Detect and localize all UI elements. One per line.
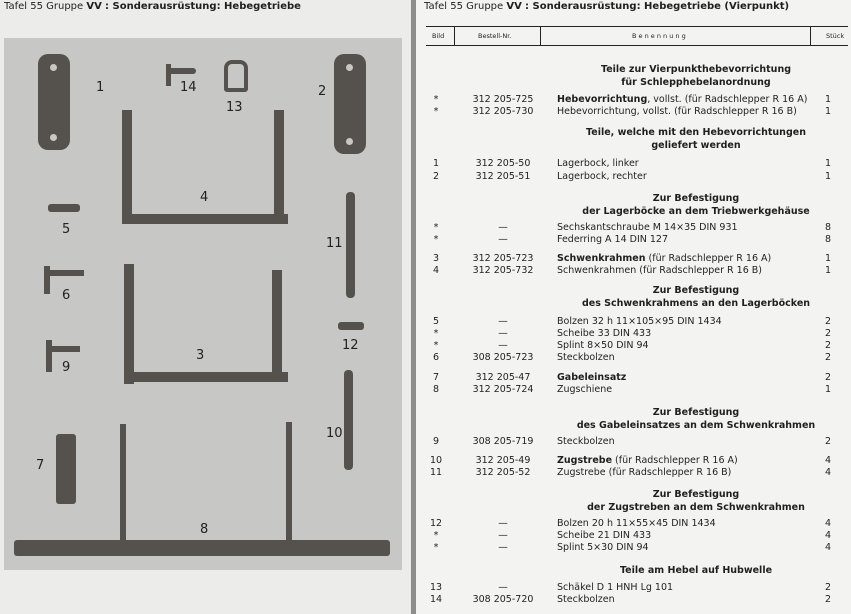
table-row: * 312 205-725 Hebevorrichtung, vollst. (für Radschlepper R 16 A) 1	[433, 94, 832, 105]
section-heading: für Schlepphebelanordnung	[621, 77, 771, 88]
part-9-pin-shaft	[46, 346, 80, 352]
table-row: * — Splint 5×30 DIN 94 4	[433, 542, 832, 553]
section-heading: Teile, welche mit den Hebevorrichtungen	[586, 127, 806, 138]
table-row: * 312 205-730 Hebevorrichtung, vollst. (für Radschlepper R 16 B) 1	[433, 106, 832, 117]
table-row: 13 — Schäkel D 1 HNH Lg 101 2	[429, 582, 832, 593]
table-header	[426, 26, 848, 46]
table-row: 3 312 205-723 Schwenkrahmen (für Radschlepper R 16 A) 1	[432, 253, 832, 264]
table-row: 14 308 205-720 Steckbolzen 2	[429, 594, 832, 605]
table-row: * — Scheibe 33 DIN 433 2	[433, 328, 832, 339]
table-row: * — Splint 8×50 DIN 94 2	[433, 340, 832, 351]
part-3-frame-right	[272, 270, 282, 382]
parts-photo	[4, 38, 402, 570]
section-heading: des Gabeleinsatzes an dem Schwenkrahmen	[576, 420, 816, 431]
part-4-frame-left	[122, 110, 132, 224]
part-11-strut	[346, 192, 355, 298]
col-bild: Bild	[432, 32, 445, 40]
section-heading: des Schwenkrahmens an den Lagerböcken	[581, 298, 811, 309]
left-page-header	[4, 1, 301, 12]
part-2-hole	[346, 64, 353, 71]
part-6-pin-shaft	[44, 270, 84, 276]
right-header-prefix: Tafel 55 Gruppe	[424, 1, 504, 12]
section-heading: geliefert werden	[651, 140, 741, 151]
callout-label: 3	[196, 348, 205, 363]
left-header-title: : Sonderausrüstung: Hebegetriebe	[105, 1, 301, 12]
callout-label: 6	[62, 288, 71, 303]
table-row: 1 312 205-50 Lagerbock, linker 1	[432, 158, 832, 169]
callout-label: 11	[326, 236, 343, 251]
col-bestell-nr: Bestell-Nr.	[478, 32, 512, 40]
callout-label: 2	[318, 84, 327, 99]
callout-label: 14	[180, 80, 197, 95]
section-heading: Zur Befestigung	[652, 285, 740, 296]
part-9-pin	[46, 340, 52, 372]
col-stueck: Stück	[826, 32, 845, 40]
table-row: 10 312 205-49 Zugstrebe (für Radschlepper R 16 A) 4	[429, 455, 832, 466]
part-10-strut	[344, 370, 353, 470]
right-page	[416, 0, 851, 614]
part-8-rod-right	[286, 422, 292, 544]
part-1-hole	[50, 64, 57, 71]
table-row: 5 — Bolzen 32 h 11×105×95 DIN 1434 2	[432, 316, 832, 327]
table-row: 9 308 205-719 Steckbolzen 2	[432, 436, 832, 447]
part-13-shackle	[224, 60, 248, 92]
table-row: 2 312 205-51 Lagerbock, rechter 1	[432, 171, 832, 182]
table-row: 8 312 205-724 Zugschiene 1	[432, 384, 832, 395]
table-row: * — Federring A 14 DIN 127 8	[433, 234, 832, 245]
part-4-frame-bar	[122, 214, 288, 224]
table-row: 11 312 205-52 Zugstrebe (für Radschlepper R 16 B) 4	[429, 467, 832, 478]
section-heading: Zur Befestigung	[652, 193, 740, 204]
table-row: 4 312 205-732 Schwenkrahmen (für Radschlepper R 16 B) 1	[432, 265, 832, 276]
part-14-pin-head	[166, 64, 171, 86]
table-row: * — Scheibe 21 DIN 433 4	[433, 530, 832, 541]
callout-label: 7	[36, 458, 45, 473]
col-benennung: B e n e n n u n g	[632, 32, 686, 40]
table-row: * — Sechskantschraube M 14×35 DIN 931 8	[433, 222, 832, 233]
section-heading: Teile zur Vierpunkthebevorrichtung	[600, 64, 792, 75]
left-header-group: VV	[86, 1, 102, 12]
table-row: 12 — Bolzen 20 h 11×55×45 DIN 1434 4	[429, 518, 832, 529]
part-8-rod-left	[120, 424, 126, 544]
left-header-prefix: Tafel 55 Gruppe	[4, 1, 84, 12]
right-header-group: VV	[506, 1, 522, 12]
callout-label: 12	[342, 338, 359, 353]
section-heading: der Lagerböcke an dem Triebwerkgehäuse	[582, 206, 810, 217]
part-5-bolt	[48, 204, 80, 212]
callout-label: 4	[200, 190, 209, 205]
part-7-fork	[56, 434, 76, 504]
col-divider	[454, 26, 455, 46]
table-row: 7 312 205-47 Gabeleinsatz 2	[432, 372, 832, 383]
section-heading: Zur Befestigung	[652, 407, 740, 418]
right-header-title: : Sonderausrüstung: Hebegetriebe (Vierpunkt)	[525, 1, 790, 12]
part-3-frame-left	[124, 264, 134, 384]
section-heading: Zur Befestigung	[652, 489, 740, 500]
col-divider	[810, 26, 811, 46]
section-heading: der Zugstreben an dem Schwenkrahmen	[587, 502, 805, 513]
callout-label: 5	[62, 222, 71, 237]
right-page-header	[424, 1, 789, 12]
callout-label: 1	[96, 80, 105, 95]
part-1-hole	[50, 134, 57, 141]
part-12-bolt	[338, 322, 364, 330]
section-heading: Teile am Hebel auf Hubwelle	[619, 565, 773, 576]
left-page	[0, 0, 411, 614]
part-4-frame-right	[274, 110, 284, 224]
part-3-frame-bar	[124, 372, 288, 382]
callout-label: 8	[200, 522, 209, 537]
callout-label: 9	[62, 360, 71, 375]
table-row: 6 308 205-723 Steckbolzen 2	[432, 352, 832, 363]
callout-label: 13	[226, 100, 243, 115]
col-divider	[540, 26, 541, 46]
part-8-rail	[14, 540, 390, 556]
callout-label: 10	[326, 426, 343, 441]
part-2-hole	[346, 138, 353, 145]
